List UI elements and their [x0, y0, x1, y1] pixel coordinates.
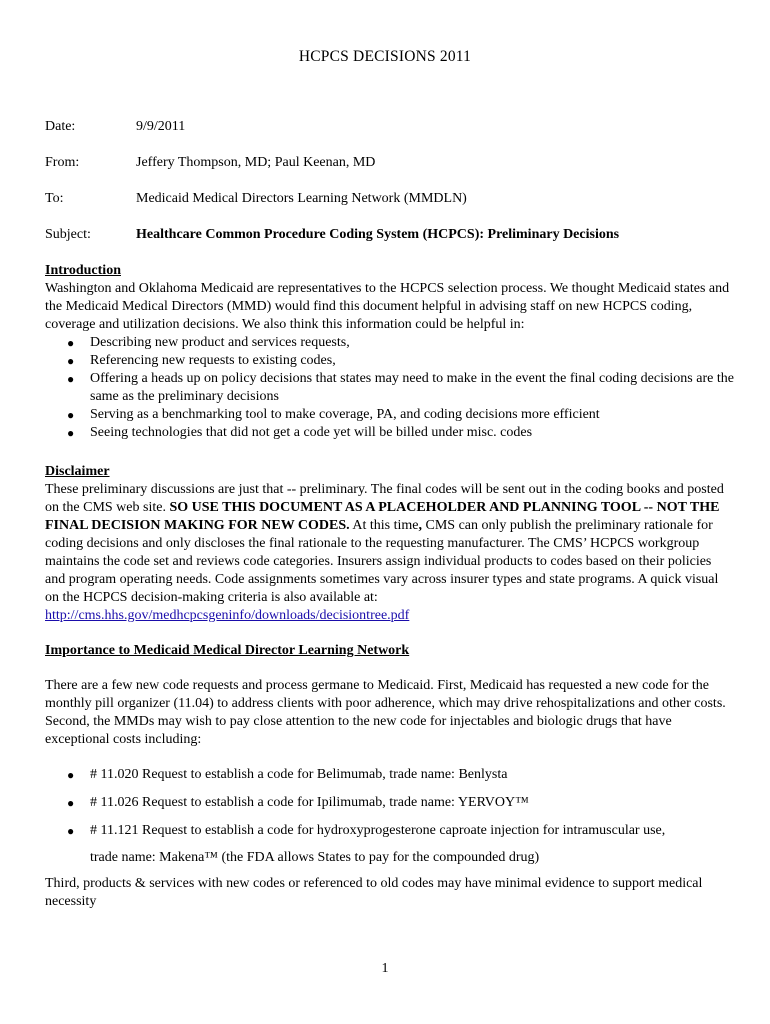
- bullet-icon: ●: [67, 336, 75, 350]
- to-label: To:: [45, 191, 64, 206]
- bullet-icon: ●: [67, 824, 75, 838]
- introduction-section: [45, 262, 735, 442]
- document-title: HCPCS DECISIONS 2011: [298, 48, 472, 65]
- disclaimer-heading: Disclaimer: [45, 464, 110, 479]
- importance-paragraph: There are a few new code requests and process germane to Medicaid. First, Medicaid has requested a new code for the monthly pill organizer (11.04) to address clients with poor adherence, which may drive rehospitalizations and other costs. Second, the MMDs may wish to pay close attention to the new code for injectables and biologic drugs that have exceptional costs including:: [45, 678, 726, 747]
- introduction-bullet-list: [45, 334, 735, 442]
- list-item: ● # 11.020 Request to establish a code for Belimumab, trade name: Benlysta: [67, 767, 508, 782]
- list-item: ● # 11.121 Request to establish a code for hydroxyprogesterone caproate injection for intramuscular use,: [67, 823, 666, 838]
- decision-tree-link[interactable]: http://cms.hhs.gov/medhcpcsgeninfo/downloads/decisiontree.pdf: [45, 608, 410, 623]
- importance-bullet-list: [45, 766, 735, 840]
- importance-heading: Importance to Medicaid Medical Director Learning Network: [45, 643, 410, 658]
- list-item: ● Describing new product and services requests,: [67, 335, 350, 350]
- bullet-icon: ●: [67, 768, 75, 782]
- importance-section: [45, 642, 735, 911]
- placeholder-warning: SO USE THIS DOCUMENT AS A PLACEHOLDER AND PLANNING TOOL -- NOT THE FINAL DECISION MAKING FOR NEW CODES.: [45, 500, 720, 533]
- subject-label: Subject:: [45, 227, 91, 242]
- bullet-icon: ●: [67, 372, 75, 386]
- introduction-paragraph: Washington and Oklahoma Medicaid are representatives to the HCPCS selection process. We thought Medicaid states and the Medicaid Medical Directors (MMD) would find this document helpful in advising staff on new HCPCS coding, coverage and utilization decisions. We also think this information could be helpful in:: [45, 281, 730, 332]
- list-item: ● Offering a heads up on policy decisions that states may need to make in the event the final coding decisions are the same as the preliminary decisions: [67, 371, 734, 404]
- disclaimer-section: [45, 463, 735, 625]
- bullet-icon: ●: [67, 426, 75, 440]
- list-item: ● Seeing technologies that did not get a code yet will be billed under misc. codes: [67, 425, 533, 440]
- makena-continuation: trade name: Makena™ (the FDA allows States to pay for the compounded drug): [90, 850, 540, 865]
- from-value: Jeffery Thompson, MD; Paul Keenan, MD: [136, 155, 376, 170]
- importance-closing: Third, products & services with new codes or referenced to old codes may have minimal evidence to support medical necessity: [45, 876, 703, 909]
- to-value: Medicaid Medical Directors Learning Network (MMDLN): [136, 191, 467, 206]
- date-value: 9/9/2011: [136, 119, 186, 134]
- list-item: ● # 11.026 Request to establish a code for Ipilimumab, trade name: YERVOY™: [67, 795, 529, 810]
- disclaimer-paragraph: These preliminary discussions are just that -- preliminary. The final codes will be sent out in the coding books and posted on the CMS web site. SO USE THIS DOCUMENT AS A PLACEHOLDER AND PLANNING TOOL -- NOT THE FINAL DECISION MAKING FOR NEW CODES. At this time, CMS can only publish the preliminary rationale for coding decisions and only discloses the final rationale to the requesting manufacturer. The CMS’ HCPCS workgroup maintains the code set and reviews code categories. Insurers assign individual products to codes based on their policies and program operating needs. Code assignments sometimes vary across insurer types and state programs. A quick visual on the HCPCS decision-making criteria is also available at: http://cms.hhs.gov/medhcpcsgeninfo/downloads/decisiontree.pdf: [45, 482, 724, 623]
- bullet-icon: ●: [67, 796, 75, 810]
- list-item: ● Serving as a benchmarking tool to make coverage, PA, and coding decisions more efficient: [67, 407, 600, 422]
- introduction-heading: Introduction: [45, 263, 121, 278]
- list-item: ● Referencing new requests to existing codes,: [67, 353, 336, 368]
- page-number: 1: [381, 961, 389, 976]
- bullet-icon: ●: [67, 354, 75, 368]
- subject-value: Healthcare Common Procedure Coding System (HCPCS): Preliminary Decisions: [136, 227, 620, 242]
- from-label: From:: [45, 155, 80, 170]
- date-label: Date:: [45, 119, 76, 134]
- bullet-icon: ●: [67, 408, 75, 422]
